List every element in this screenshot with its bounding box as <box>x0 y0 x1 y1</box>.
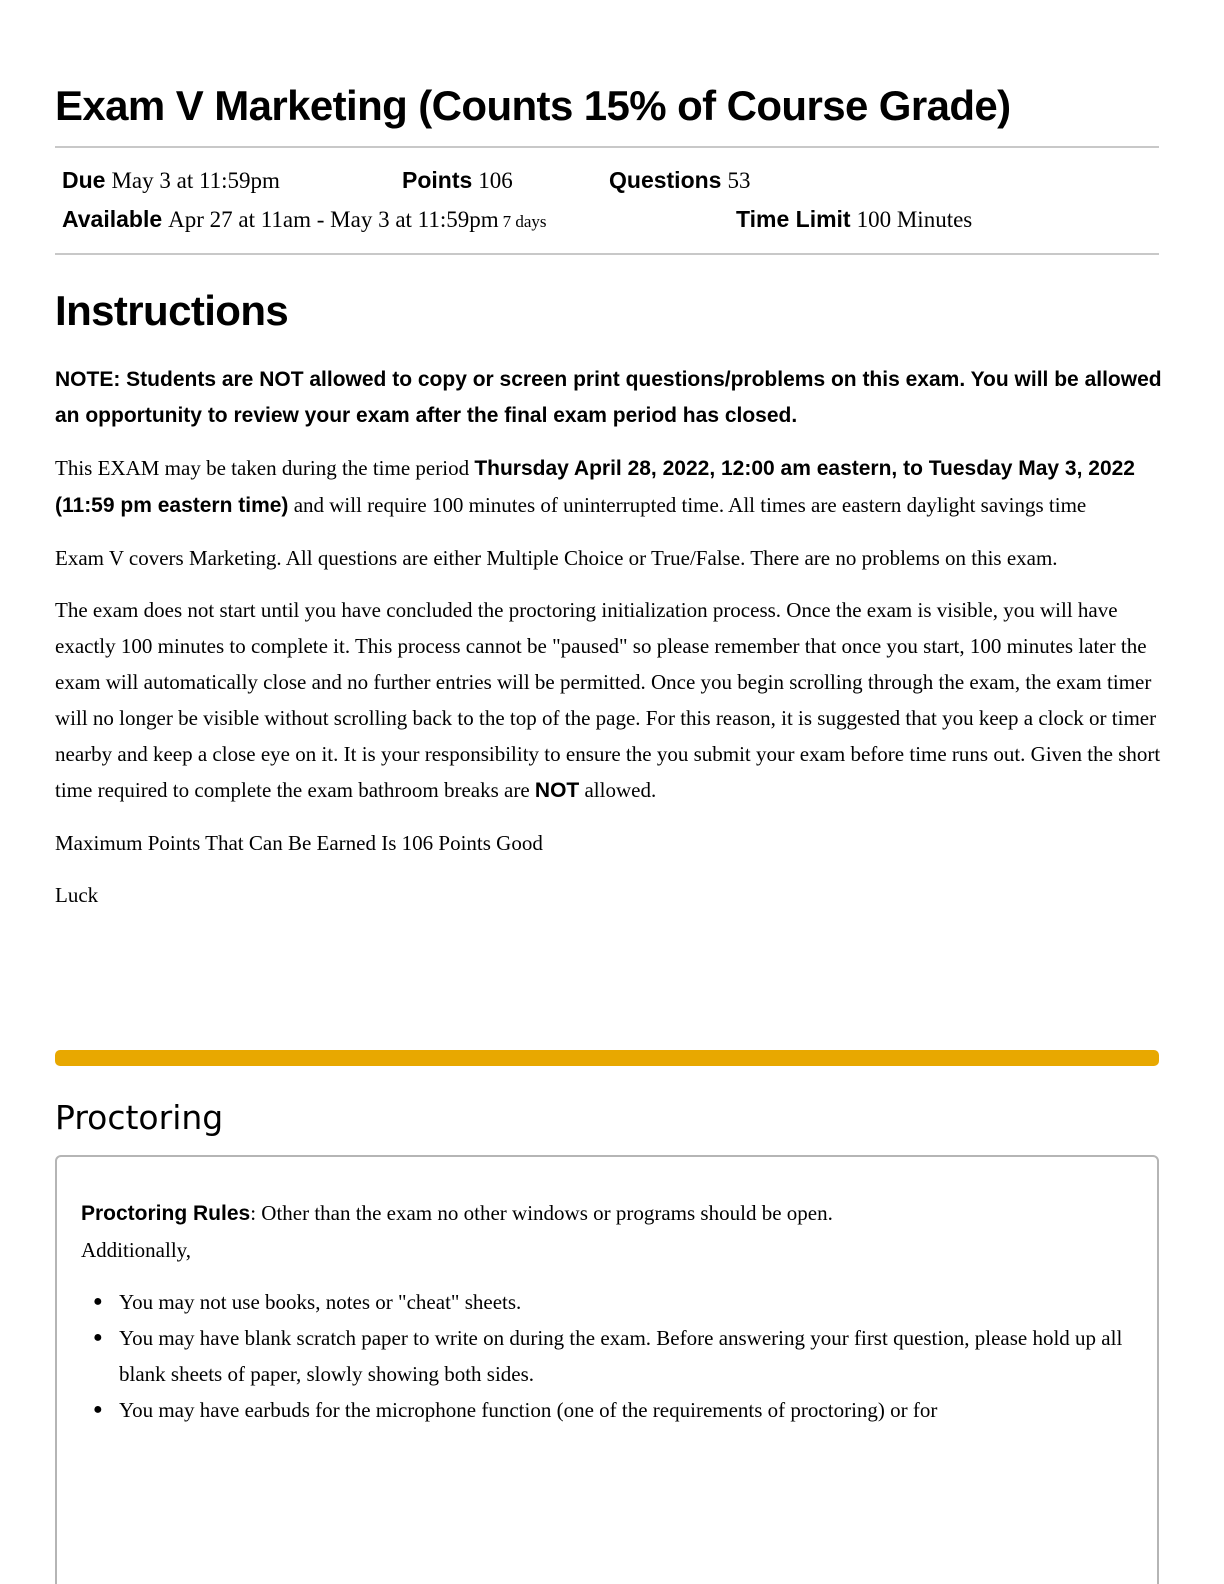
due-label: Due <box>62 167 106 193</box>
process-end: allowed. <box>579 778 657 802</box>
proctoring-rules-box <box>55 1155 1159 1584</box>
bullet-icon: ● <box>93 1329 103 1346</box>
list-item <box>93 1320 1135 1392</box>
questions-detail <box>609 165 750 199</box>
divider-top <box>55 146 1159 148</box>
due-value: May 3 at 11:59pm <box>111 168 280 193</box>
available-detail <box>62 204 547 238</box>
list-item-text: You may have blank scratch paper to write on during the exam. Before answering your first question, please hold up all blank sheets of paper, slowly showing both sides. <box>119 1326 1123 1386</box>
process-text: The exam does not start until you have concluded the proctoring initialization process. Once the exam is visible, you will have exactly 100 minutes to complete it. This process cannot be "paused" so please remember that once you start, 100 minutes later the exam will automatically close and no further entries will be permitted. Once you begin scrolling through the exam, the exam timer will no longer be visible without scrolling back to the top of the page. For this reason, it is suggested that you keep a clock or timer nearby and keep a close eye on it. It is your responsibility to ensure the you submit your exam before time runs out. Given the short time required to complete the exam bathroom breaks are <box>55 598 1161 802</box>
bullet-icon: ● <box>93 1293 103 1310</box>
proctoring-rules-text: : Other than the exam no other windows or programs should be open. <box>250 1201 833 1225</box>
period-rest: and will require 100 minutes of uninterrupted time. All times are eastern daylight savings time <box>288 493 1087 517</box>
list-item-text: You may have earbuds for the microphone function (one of the requirements of proctoring) or for <box>119 1398 938 1422</box>
questions-label: Questions <box>609 167 722 193</box>
proctoring-rules-list <box>81 1284 1135 1428</box>
exam-period-paragraph <box>55 450 1170 524</box>
available-value: Apr 27 at 11am - May 3 at 11:59pm <box>168 207 499 232</box>
time-limit-detail <box>736 204 972 238</box>
process-not: NOT <box>534 779 580 802</box>
instructions-body <box>55 362 1170 929</box>
points-detail <box>402 165 513 199</box>
questions-value: 53 <box>727 168 751 193</box>
luck-paragraph: Luck <box>55 883 99 907</box>
instructions-heading: Instructions <box>55 287 289 334</box>
proctoring-rules-label: Proctoring Rules <box>81 1202 251 1225</box>
additionally-text: Additionally, <box>81 1238 192 1262</box>
process-paragraph <box>55 592 1170 809</box>
divider-bottom <box>55 253 1159 255</box>
page-title: Exam V Marketing (Counts 15% of Course Grade) <box>55 82 1011 129</box>
available-label: Available <box>62 206 163 232</box>
proctoring-heading: Proctoring <box>55 1098 224 1137</box>
bullet-icon: ● <box>93 1401 103 1418</box>
time-limit-label: Time Limit <box>736 206 851 232</box>
proctoring-rules-line <box>81 1195 1135 1232</box>
accent-bar <box>55 1050 1159 1066</box>
period-dates: Thursday April 28, 2022, 12:00 am eastern, to Tuesday May 3, 2022 (11:59 pm eastern time) <box>55 457 1135 517</box>
period-intro: This EXAM may be taken during the time period <box>55 456 475 480</box>
list-item <box>93 1392 1135 1428</box>
time-limit-value: 100 Minutes <box>856 207 973 232</box>
list-item-text: You may not use books, notes or "cheat" sheets. <box>119 1290 522 1314</box>
points-value: 106 <box>478 168 513 193</box>
copy-warning-note: NOTE: Students are NOT allowed to copy or screen print questions/problems on this exam. You will be allowed an opportunity to review your exam after the final exam period has closed. <box>55 368 1162 427</box>
available-duration: 7 days <box>502 212 547 231</box>
list-item <box>93 1284 1135 1320</box>
coverage-paragraph: Exam V covers Marketing. All questions are either Multiple Choice or True/False. There are no problems on this exam. <box>55 546 1058 570</box>
points-label: Points <box>402 167 473 193</box>
due-detail <box>62 165 280 199</box>
max-points-paragraph: Maximum Points That Can Be Earned Is 106 Points Good <box>55 831 543 855</box>
